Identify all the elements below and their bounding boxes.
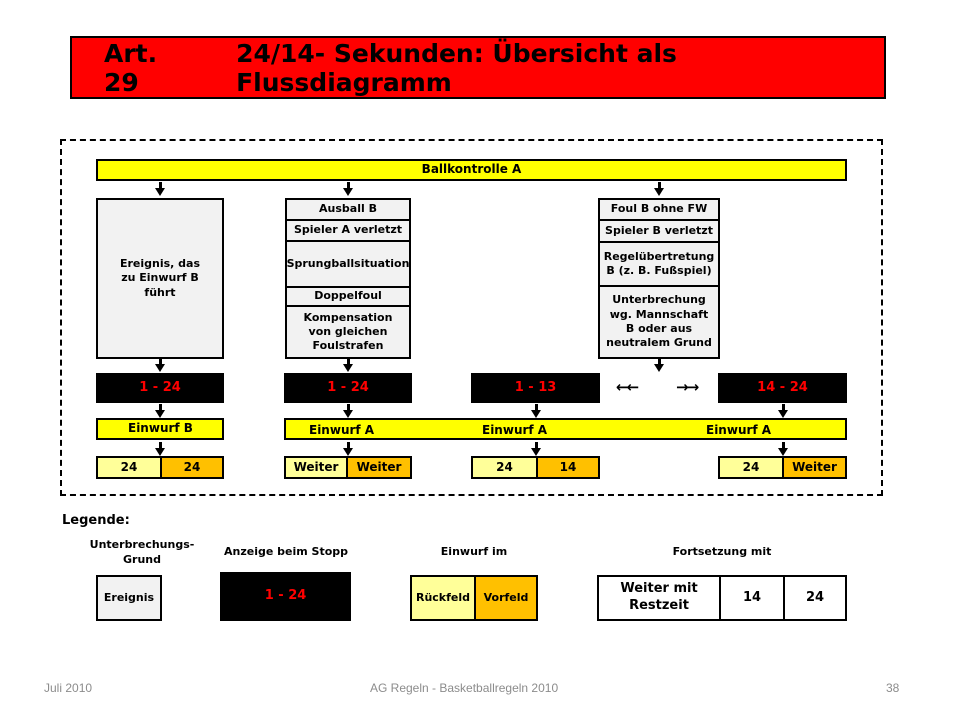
event-jump-ball: Sprungballsituation (285, 240, 411, 288)
arrow-icon (778, 410, 788, 418)
legend-label-display: Anzeige beim Stopp (223, 545, 349, 558)
arrow-icon (654, 364, 664, 372)
throwin-a-label-1: Einwurf A (309, 423, 375, 437)
result-backcourt: 24 (471, 456, 538, 479)
throwin-a-label-3: Einwurf A (706, 423, 772, 437)
event-double-foul: Doppelfoul (285, 286, 411, 307)
page-number: 38 (886, 681, 900, 695)
display-14-24: 14 - 24 (718, 373, 847, 403)
title-article: Art. 29 (104, 38, 158, 97)
ball-control-bar: Ballkontrolle A (96, 159, 847, 181)
arrow-icon (155, 364, 165, 372)
legend-sample-backcourt: Rückfeld (410, 575, 476, 621)
arrow-icon (155, 188, 165, 196)
arrow-icon (343, 410, 353, 418)
arrow-icon (531, 410, 541, 418)
legend-sample-24: 24 (783, 575, 847, 621)
legend-sample-display: 1 - 24 (220, 572, 351, 621)
event-foul-b: Foul B ohne FW (598, 198, 720, 221)
event-compensation: Kompensation von gleichen Foulstrafen (285, 305, 411, 359)
display-1-13: 1 - 13 (471, 373, 600, 403)
event-out-of-bounds-b: Ausball B (285, 198, 411, 221)
arrow-icon (778, 448, 788, 456)
result-backcourt: Weiter (284, 456, 348, 479)
arrow-icon (654, 188, 664, 196)
result-frontcourt: 14 (536, 456, 600, 479)
legend-sample-event: Ereignis (96, 575, 162, 621)
arrow-icon (531, 448, 541, 456)
legend-sample-continue-remaining: Weiter mit Restzeit (597, 575, 721, 621)
event-player-a-injured: Spieler A verletzt (285, 219, 411, 242)
arrow-icon (343, 188, 353, 196)
throwin-a-label-2: Einwurf A (482, 423, 548, 437)
arrow-icon (155, 448, 165, 456)
result-frontcourt: Weiter (782, 456, 847, 479)
footer-date: Juli 2010 (44, 681, 93, 695)
display-1-24-b: 1 - 24 (96, 373, 224, 403)
title-text: 24/14- Sekunden: Übersicht als Flussdiagramm (236, 38, 677, 97)
arrow-left-icon: ←← (616, 378, 638, 396)
event-interruption: Unterbrechung wg. Mannschaft B oder aus neutralem Grund (598, 285, 720, 359)
event-violation-b: Regelübertretung B (z. B. Fußspiel) (598, 241, 720, 287)
arrow-right-icon: →→ (676, 378, 698, 396)
legend-label-throwin: Einwurf im (440, 545, 508, 558)
legend-sample-14: 14 (719, 575, 785, 621)
arrow-icon (155, 410, 165, 418)
result-frontcourt: Weiter (346, 456, 412, 479)
display-1-24-a: 1 - 24 (284, 373, 412, 403)
result-backcourt: 24 (718, 456, 784, 479)
legend-sample-frontcourt: Vorfeld (474, 575, 538, 621)
footer-title: AG Regeln - Basketballregeln 2010 (370, 681, 559, 695)
throwin-b-bar: Einwurf B (96, 418, 224, 440)
arrow-icon (343, 364, 353, 372)
legend-label-continuation: Fortsetzung mit (672, 545, 772, 558)
result-backcourt: 24 (96, 456, 162, 479)
event-player-b-injured: Spieler B verletzt (598, 219, 720, 243)
event-throwin-b: Ereignis, das zu Einwurf B führt (96, 198, 224, 359)
slide-title (70, 36, 886, 99)
arrow-icon (343, 448, 353, 456)
result-frontcourt: 24 (160, 456, 224, 479)
legend-heading: Legende: (62, 513, 130, 528)
legend-label-reason: Unterbrechungs- Grund (89, 538, 195, 566)
